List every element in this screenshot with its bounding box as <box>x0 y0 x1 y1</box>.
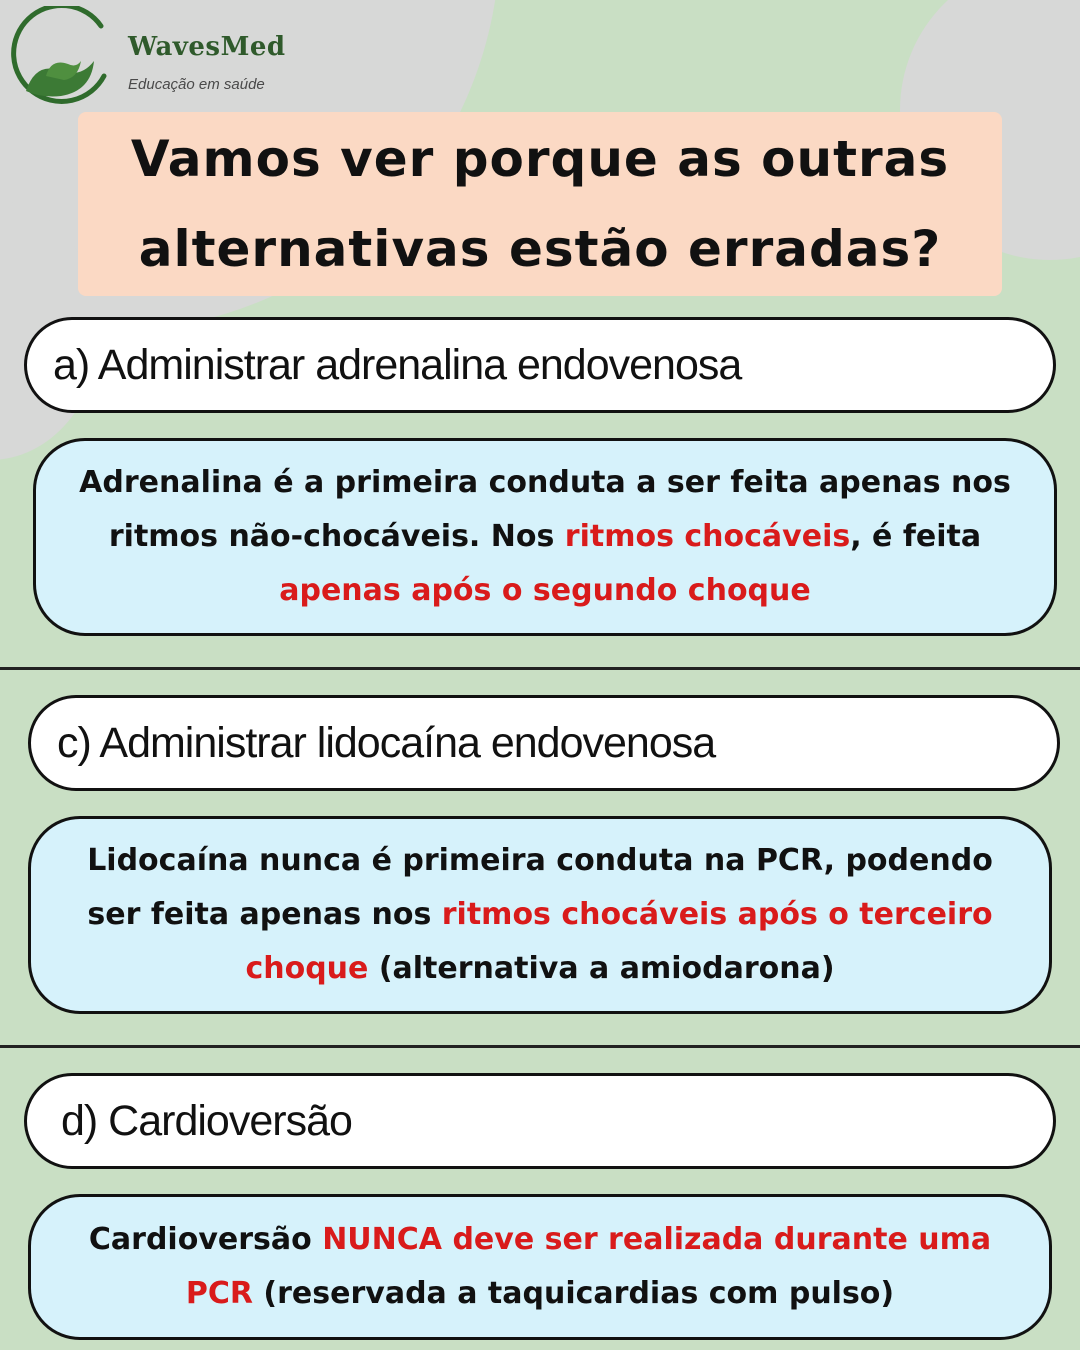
highlight-text: ritmos chocáveis <box>564 519 851 554</box>
brand-tagline: Educação em saúde <box>128 76 265 93</box>
wavesmed-logo-icon <box>6 6 116 106</box>
highlight-text: apenas após o segundo choque <box>279 573 811 608</box>
alternative-heading-d <box>24 1073 1056 1169</box>
alternative-heading-text: d) Cardioversão <box>61 1096 352 1145</box>
title-line-1: Vamos ver porque as outras <box>130 130 950 188</box>
body-text: Adrenalina é a primeira conduta a ser feita apenas nos ritmos não-chocáveis. Nos <box>79 465 1011 554</box>
alternative-heading-a <box>24 317 1056 413</box>
alternative-heading-text: a) Administrar adrenalina endovenosa <box>53 340 742 389</box>
explanation-text <box>71 1213 1009 1321</box>
explanation-text <box>66 456 1024 618</box>
body-text: , é feita <box>850 519 982 554</box>
explanation-card-c <box>28 816 1052 1014</box>
body-text: Cardioversão <box>88 1222 323 1257</box>
highlight-text: NUNCA deve ser realizada durante uma PCR <box>185 1222 992 1311</box>
body-text: (alternativa a amiodarona) <box>368 951 835 986</box>
alternative-heading-c <box>28 695 1060 791</box>
page-title <box>78 112 1002 296</box>
brand-name: WavesMed <box>128 32 286 62</box>
divider <box>0 1045 1080 1048</box>
explanation-text <box>65 834 1015 996</box>
title-line-2: alternativas estão erradas? <box>138 220 942 278</box>
divider <box>0 667 1080 670</box>
body-text: (reservada a taquicardias com pulso) <box>252 1276 895 1311</box>
explanation-card-d <box>28 1194 1052 1340</box>
highlight-text: ritmos chocáveis após o terceiro choque <box>245 897 993 986</box>
body-text: Lidocaína nunca é primeira conduta na PCR, podendo ser feita apenas nos <box>87 843 993 932</box>
alternative-heading-text: c) Administrar lidocaína endovenosa <box>57 718 716 767</box>
explanation-card-a <box>33 438 1057 636</box>
